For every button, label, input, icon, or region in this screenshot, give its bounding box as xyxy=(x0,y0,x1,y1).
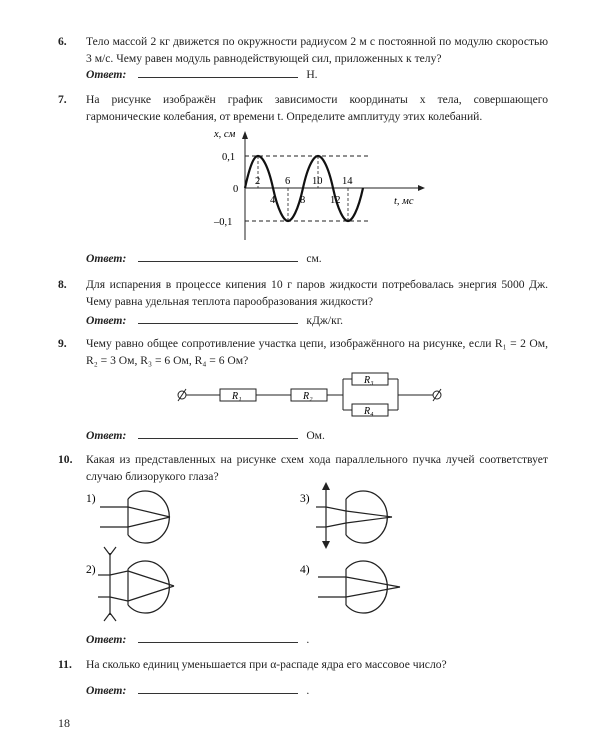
option-label: 3) xyxy=(300,493,310,505)
answer-field[interactable] xyxy=(138,251,298,262)
x-axis-label: t, мс xyxy=(394,196,414,207)
answer-unit: кДж/кг. xyxy=(306,314,344,327)
answer-row-8 xyxy=(86,313,343,327)
x-tick-4: 4 xyxy=(270,195,276,206)
answer-unit: Н. xyxy=(306,68,318,81)
x-axis-arrow xyxy=(242,131,248,139)
question-number: 11. xyxy=(58,658,72,671)
label-r1: R₁ xyxy=(232,391,242,402)
eye-diagram-2 xyxy=(86,547,174,621)
x-tick-14: 14 xyxy=(342,176,353,187)
question-number: 10. xyxy=(58,453,73,466)
x-tick-12: 12 xyxy=(330,195,341,206)
eyeball xyxy=(128,561,169,613)
eyeball xyxy=(346,561,387,613)
answer-field[interactable] xyxy=(138,313,298,324)
option-label: 4) xyxy=(300,564,310,576)
question-text: Чему равно общее сопротивление участка цепи, изображённого на рисунке, если R₁ = 2 Ом, R₂ = 3 Ом, R₃ = 6 Ом, R₄ = 6 Ом? xyxy=(86,337,548,367)
eyeball xyxy=(128,491,169,543)
eye-diagram-4 xyxy=(300,561,400,613)
answer-row-7 xyxy=(86,251,322,265)
question-text: Для испарения в процессе кипения 10 г паров жидкости потребовалась энергия 5000 Дж. Чему равна удельная теплота парообразования жидкости? xyxy=(86,278,548,308)
answer-label: Ответ: xyxy=(86,633,127,646)
answer-field[interactable] xyxy=(138,428,298,439)
question-number: 9. xyxy=(58,337,67,350)
y-axis-label: x, см xyxy=(214,129,236,140)
x-tick-8: 8 xyxy=(300,195,306,206)
answer-unit: . xyxy=(306,633,310,646)
y-tick-zero: 0 xyxy=(233,184,239,195)
question-10 xyxy=(58,451,548,485)
answer-unit: Ом. xyxy=(306,429,325,442)
page-number: 18 xyxy=(58,716,70,730)
y-tick-top: 0,1 xyxy=(222,152,236,163)
option-label: 1) xyxy=(86,493,96,505)
option-label: 2) xyxy=(86,564,96,576)
answer-unit: . xyxy=(306,684,310,697)
t-axis-arrow xyxy=(418,185,425,191)
question-text: Тело массой 2 кг движется по окружности радиусом 2 м с постоянной по модулю скоростью 3 м/с. Чему равен модуль равнодействующей сил, приложенных к телу? xyxy=(86,35,548,65)
x-tick-10: 10 xyxy=(312,176,323,187)
question-9 xyxy=(58,335,548,369)
eyeball xyxy=(346,491,387,543)
answer-field[interactable] xyxy=(138,632,298,643)
eye-diagram-1 xyxy=(86,491,170,543)
question-number: 7. xyxy=(58,93,67,106)
answer-row-10 xyxy=(86,632,309,646)
x-tick-6: 6 xyxy=(285,176,291,187)
question-number: 6. xyxy=(58,35,67,48)
answer-label: Ответ: xyxy=(86,68,127,81)
question-text: На рисунке изображён график зависимости координаты x тела, совершающего гармонические колебания, от времени t. Определите амплитуду этих колебаний. xyxy=(86,93,548,123)
question-number: 8. xyxy=(58,278,67,291)
eye-diagram-3 xyxy=(300,482,392,549)
answer-row-11 xyxy=(86,683,309,697)
answer-label: Ответ: xyxy=(86,684,127,697)
y-tick-bottom: –0,1 xyxy=(214,217,233,228)
answer-label: Ответ: xyxy=(86,252,127,265)
x-tick-2: 2 xyxy=(255,176,261,187)
label-r4: R₄ xyxy=(364,406,374,417)
answer-field[interactable] xyxy=(138,683,298,694)
circuit-diagram xyxy=(178,373,441,417)
question-text: Какая из представленных на рисунке схем хода параллельного пучка лучей соответствует случаю близорукого глаза? xyxy=(86,453,548,483)
question-11 xyxy=(58,656,548,673)
answer-row-9 xyxy=(86,428,325,442)
label-r2: R₂ xyxy=(303,391,313,402)
answer-label: Ответ: xyxy=(86,314,127,327)
answer-unit: см. xyxy=(306,252,322,265)
question-text: На сколько единиц уменьшается при α-распаде ядра его массовое число? xyxy=(86,658,447,671)
label-r3: R₃ xyxy=(364,375,374,386)
answer-label: Ответ: xyxy=(86,429,127,442)
question-8 xyxy=(58,276,548,310)
